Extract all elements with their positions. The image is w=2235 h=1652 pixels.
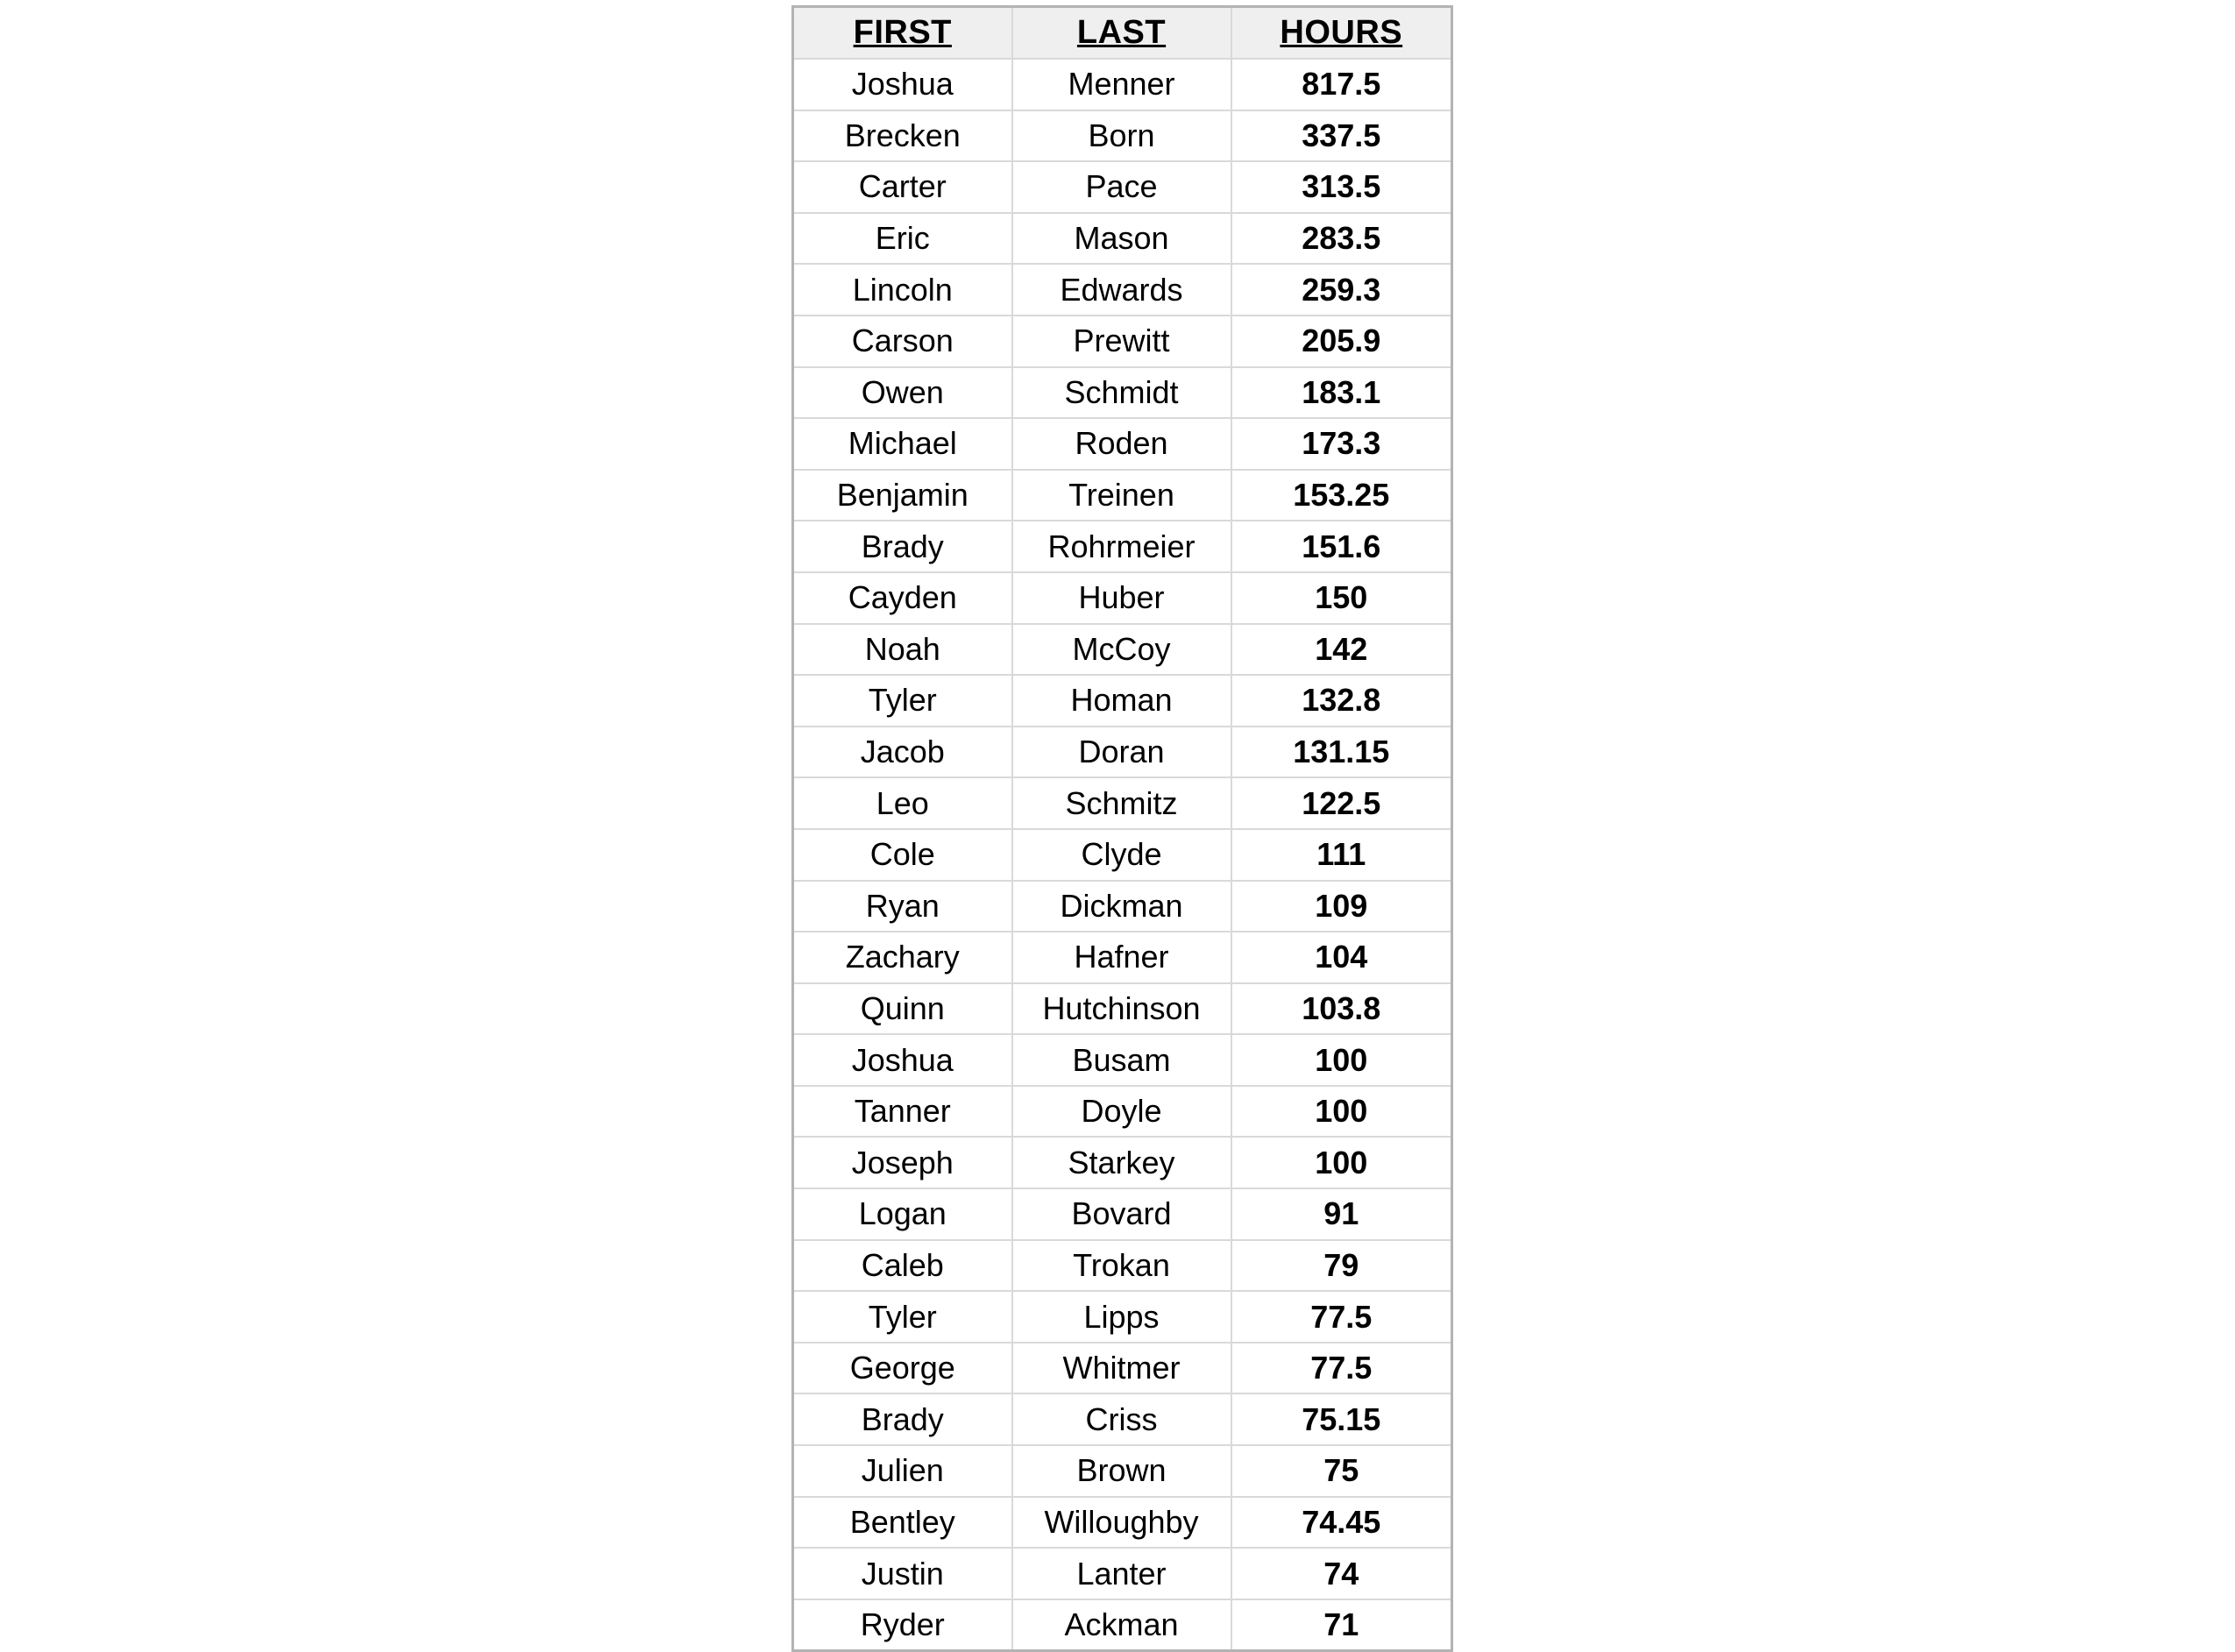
hours-cell: 75.15: [1231, 1393, 1452, 1445]
table-row: [793, 1086, 1452, 1138]
hours-cell: 111: [1231, 829, 1452, 881]
first-name-cell: Ryder: [793, 1599, 1012, 1651]
hours-cell: 205.9: [1231, 316, 1452, 367]
hours-cell: 183.1: [1231, 367, 1452, 419]
first-name-cell: Julien: [793, 1445, 1012, 1497]
first-name-cell: George: [793, 1343, 1012, 1394]
first-name-cell: Noah: [793, 624, 1012, 676]
hours-cell: 817.5: [1231, 59, 1452, 110]
column-header-last: LAST: [1012, 7, 1231, 60]
table-row: [793, 1548, 1452, 1599]
column-header-first: FIRST: [793, 7, 1012, 60]
last-name-cell: Schmidt: [1012, 367, 1231, 419]
table-row: [793, 1137, 1452, 1188]
first-name-cell: Cole: [793, 829, 1012, 881]
table-row: [793, 983, 1452, 1035]
first-name-cell: Brady: [793, 521, 1012, 572]
first-name-cell: Cayden: [793, 572, 1012, 624]
last-name-cell: Hafner: [1012, 932, 1231, 983]
first-name-cell: Justin: [793, 1548, 1012, 1599]
table-row: [793, 1291, 1452, 1343]
hours-cell: 173.3: [1231, 418, 1452, 470]
table-row: [793, 521, 1452, 572]
last-name-cell: Lanter: [1012, 1548, 1231, 1599]
last-name-cell: Dickman: [1012, 881, 1231, 932]
hours-cell: 313.5: [1231, 161, 1452, 213]
first-name-cell: Tyler: [793, 1291, 1012, 1343]
hours-cell: 153.25: [1231, 470, 1452, 521]
table-row: [793, 881, 1452, 932]
last-name-cell: Doyle: [1012, 1086, 1231, 1138]
first-name-cell: Brady: [793, 1393, 1012, 1445]
last-name-cell: Clyde: [1012, 829, 1231, 881]
hours-cell: 150: [1231, 572, 1452, 624]
hours-cell: 337.5: [1231, 110, 1452, 162]
table-row: [793, 367, 1452, 419]
last-name-cell: Bovard: [1012, 1188, 1231, 1240]
hours-cell: 109: [1231, 881, 1452, 932]
last-name-cell: Criss: [1012, 1393, 1231, 1445]
hours-table-container: [791, 5, 1453, 1652]
table-row: [793, 727, 1452, 778]
table-row: [793, 1188, 1452, 1240]
table-row: [793, 1034, 1452, 1086]
hours-cell: 74: [1231, 1548, 1452, 1599]
hours-cell: 122.5: [1231, 777, 1452, 829]
table-row: [793, 1240, 1452, 1292]
first-name-cell: Benjamin: [793, 470, 1012, 521]
table-row: [793, 1393, 1452, 1445]
first-name-cell: Zachary: [793, 932, 1012, 983]
table-row: [793, 829, 1452, 881]
last-name-cell: Born: [1012, 110, 1231, 162]
first-name-cell: Tanner: [793, 1086, 1012, 1138]
hours-cell: 74.45: [1231, 1497, 1452, 1549]
hours-table: [791, 5, 1453, 1652]
last-name-cell: Treinen: [1012, 470, 1231, 521]
table-row: [793, 59, 1452, 110]
header-row: [793, 7, 1452, 60]
hours-cell: 100: [1231, 1086, 1452, 1138]
table-row: [793, 161, 1452, 213]
last-name-cell: Schmitz: [1012, 777, 1231, 829]
last-name-cell: Menner: [1012, 59, 1231, 110]
last-name-cell: Doran: [1012, 727, 1231, 778]
hours-cell: 77.5: [1231, 1291, 1452, 1343]
hours-cell: 104: [1231, 932, 1452, 983]
table-row: [793, 572, 1452, 624]
last-name-cell: Willoughby: [1012, 1497, 1231, 1549]
first-name-cell: Bentley: [793, 1497, 1012, 1549]
hours-cell: 103.8: [1231, 983, 1452, 1035]
last-name-cell: Prewitt: [1012, 316, 1231, 367]
first-name-cell: Caleb: [793, 1240, 1012, 1292]
hours-cell: 91: [1231, 1188, 1452, 1240]
last-name-cell: Roden: [1012, 418, 1231, 470]
last-name-cell: Busam: [1012, 1034, 1231, 1086]
last-name-cell: Huber: [1012, 572, 1231, 624]
last-name-cell: Starkey: [1012, 1137, 1231, 1188]
first-name-cell: Owen: [793, 367, 1012, 419]
table-row: [793, 470, 1452, 521]
first-name-cell: Joshua: [793, 1034, 1012, 1086]
first-name-cell: Brecken: [793, 110, 1012, 162]
first-name-cell: Leo: [793, 777, 1012, 829]
first-name-cell: Joseph: [793, 1137, 1012, 1188]
table-row: [793, 777, 1452, 829]
last-name-cell: Rohrmeier: [1012, 521, 1231, 572]
first-name-cell: Joshua: [793, 59, 1012, 110]
table-row: [793, 1445, 1452, 1497]
table-header: [793, 7, 1452, 60]
hours-cell: 75: [1231, 1445, 1452, 1497]
hours-cell: 259.3: [1231, 264, 1452, 316]
last-name-cell: Edwards: [1012, 264, 1231, 316]
table-row: [793, 675, 1452, 727]
table-row: [793, 932, 1452, 983]
hours-cell: 132.8: [1231, 675, 1452, 727]
first-name-cell: Logan: [793, 1188, 1012, 1240]
hours-cell: 100: [1231, 1034, 1452, 1086]
first-name-cell: Carson: [793, 316, 1012, 367]
table-row: [793, 316, 1452, 367]
table-row: [793, 1343, 1452, 1394]
hours-cell: 71: [1231, 1599, 1452, 1651]
table-row: [793, 213, 1452, 265]
first-name-cell: Quinn: [793, 983, 1012, 1035]
last-name-cell: Lipps: [1012, 1291, 1231, 1343]
hours-cell: 283.5: [1231, 213, 1452, 265]
table-row: [793, 1497, 1452, 1549]
last-name-cell: Whitmer: [1012, 1343, 1231, 1394]
last-name-cell: Hutchinson: [1012, 983, 1231, 1035]
first-name-cell: Carter: [793, 161, 1012, 213]
last-name-cell: Mason: [1012, 213, 1231, 265]
first-name-cell: Tyler: [793, 675, 1012, 727]
first-name-cell: Lincoln: [793, 264, 1012, 316]
hours-cell: 142: [1231, 624, 1452, 676]
hours-cell: 131.15: [1231, 727, 1452, 778]
first-name-cell: Jacob: [793, 727, 1012, 778]
first-name-cell: Ryan: [793, 881, 1012, 932]
table-row: [793, 110, 1452, 162]
last-name-cell: Pace: [1012, 161, 1231, 213]
hours-cell: 100: [1231, 1137, 1452, 1188]
table-row: [793, 264, 1452, 316]
table-row: [793, 418, 1452, 470]
last-name-cell: Brown: [1012, 1445, 1231, 1497]
hours-cell: 79: [1231, 1240, 1452, 1292]
column-header-hours: HOURS: [1231, 7, 1452, 60]
table-row: [793, 1599, 1452, 1651]
first-name-cell: Eric: [793, 213, 1012, 265]
last-name-cell: McCoy: [1012, 624, 1231, 676]
table-body: [793, 59, 1452, 1651]
first-name-cell: Michael: [793, 418, 1012, 470]
last-name-cell: Trokan: [1012, 1240, 1231, 1292]
last-name-cell: Ackman: [1012, 1599, 1231, 1651]
last-name-cell: Homan: [1012, 675, 1231, 727]
hours-cell: 77.5: [1231, 1343, 1452, 1394]
table-row: [793, 624, 1452, 676]
hours-cell: 151.6: [1231, 521, 1452, 572]
